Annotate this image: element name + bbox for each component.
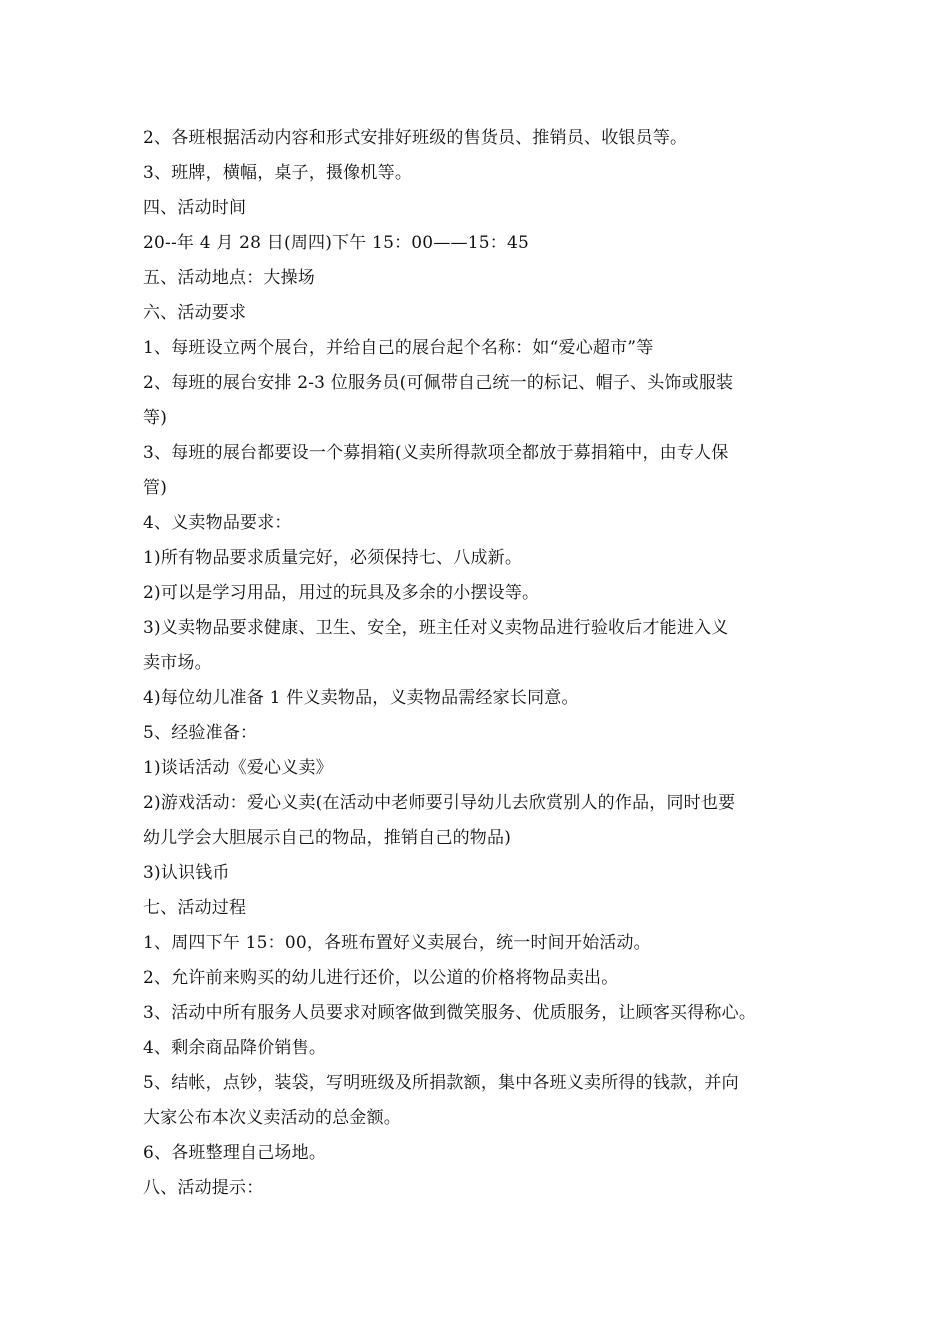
text-line: 20--年 4 月 28 日(周四)下午 15：00——15：45 [143, 233, 529, 253]
text-line: 6、各班整理自己场地。 [143, 1143, 327, 1163]
text-line: 等) [143, 408, 168, 428]
section-heading: 四、活动时间 [143, 198, 247, 218]
text-line: 1)谈话活动《爱心义卖》 [143, 758, 333, 778]
text-line: 3、每班的展台都要设一个募捐箱(义卖所得款项全都放于募捐箱中，由专人保 [143, 443, 729, 463]
document-body [143, 121, 818, 1206]
text-line: 3)认识钱币 [143, 863, 230, 883]
text-line: 1、周四下午 15：00，各班布置好义卖展台，统一时间开始活动。 [143, 933, 651, 953]
section-heading: 五、活动地点：大操场 [143, 268, 315, 288]
section-heading: 八、活动提示： [143, 1178, 264, 1198]
section-heading: 七、活动过程 [143, 898, 247, 918]
text-line: 1、每班设立两个展台，并给自己的展台起个名称：如“爱心超市”等 [143, 338, 654, 358]
text-line: 2、每班的展台安排 2-3 位服务员(可佩带自己统一的标记、帽子、头饰或服装 [143, 373, 734, 393]
text-line: 大家公布本次义卖活动的总金额。 [143, 1108, 401, 1128]
text-line: 3、班牌，横幅，桌子，摄像机等。 [143, 163, 413, 183]
text-line: 3)义卖物品要求健康、卫生、安全，班主任对义卖物品进行验收后才能进入义 [143, 618, 729, 638]
text-line: 2)游戏活动：爱心义卖(在活动中老师要引导幼儿去欣赏别人的作品，同时也要 [143, 793, 736, 813]
text-line: 4)每位幼儿准备 1 件义卖物品，义卖物品需经家长同意。 [143, 688, 579, 708]
text-line: 5、经验准备： [143, 723, 258, 743]
text-line: 2、各班根据活动内容和形式安排好班级的售货员、推销员、收银员等。 [143, 128, 688, 148]
text-line: 5、结帐，点钞，装袋，写明班级及所捐款额，集中各班义卖所得的钱款，并向 [143, 1073, 739, 1093]
text-line: 幼儿学会大胆展示自己的物品，推销自己的物品) [143, 828, 512, 848]
text-line: 2、允许前来购买的幼儿进行还价，以公道的价格将物品卖出。 [143, 968, 619, 988]
text-line: 卖市场。 [143, 653, 212, 673]
text-line: 4、剩余商品降价销售。 [143, 1038, 327, 1058]
text-line: 1)所有物品要求质量完好，必须保持七、八成新。 [143, 548, 523, 568]
text-line: 管) [143, 478, 168, 498]
text-line: 3、活动中所有服务人员要求对顾客做到微笑服务、优质服务，让顾客买得称心。 [143, 1003, 757, 1023]
text-line: 2)可以是学习用品，用过的玩具及多余的小摆设等。 [143, 583, 540, 603]
text-line: 4、义卖物品要求： [143, 513, 292, 533]
section-heading: 六、活动要求 [143, 303, 247, 323]
